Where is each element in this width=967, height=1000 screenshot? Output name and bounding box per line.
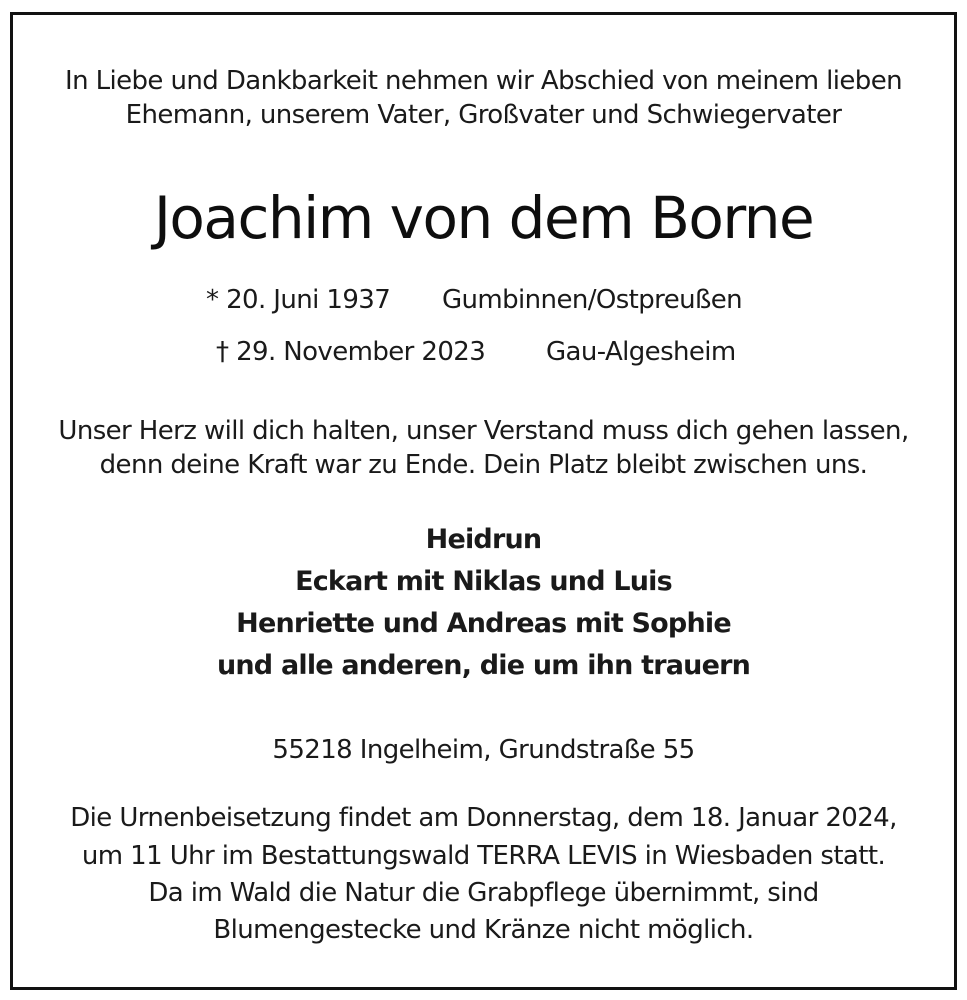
verse-line-2: denn deine Kraft war zu Ende. Dein Platz bleibt zwischen uns. xyxy=(99,450,868,480)
funeral-line-3: Da im Wald die Natur die Grabpflege übernimmt, sind xyxy=(148,878,819,908)
family-address: 55218 Ingelheim, Grundstraße 55 xyxy=(272,735,695,765)
funeral-line-1: Die Urnenbeisetzung findet am Donnerstag, dem 18. Januar 2024, xyxy=(70,803,897,833)
mourner-line: und alle anderen, die um ihn trauern xyxy=(216,650,751,681)
intro-line-2: Ehemann, unserem Vater, Großvater und Schwiegervater xyxy=(125,100,842,130)
deceased-name: Joachim von dem Borne xyxy=(153,184,814,252)
death-place: Gau-Algesheim xyxy=(546,337,736,367)
birth-date: * 20. Juni 1937 xyxy=(206,285,391,315)
mourner-line: Eckart mit Niklas und Luis xyxy=(295,566,672,597)
mourner-line: Henriette und Andreas mit Sophie xyxy=(236,608,731,639)
death-date: † 29. November 2023 xyxy=(216,337,486,367)
funeral-line-4: Blumengestecke und Kränze nicht möglich. xyxy=(213,915,754,945)
birth-place: Gumbinnen/Ostpreußen xyxy=(442,285,743,315)
funeral-line-2: um 11 Uhr im Bestattungswald TERRA LEVIS in Wiesbaden statt. xyxy=(81,841,886,871)
intro-line-1: In Liebe und Dankbarkeit nehmen wir Abschied von meinem lieben xyxy=(65,66,902,96)
verse-line-1: Unser Herz will dich halten, unser Verstand muss dich gehen lassen, xyxy=(58,416,909,446)
mourner-line: Heidrun xyxy=(425,524,542,555)
